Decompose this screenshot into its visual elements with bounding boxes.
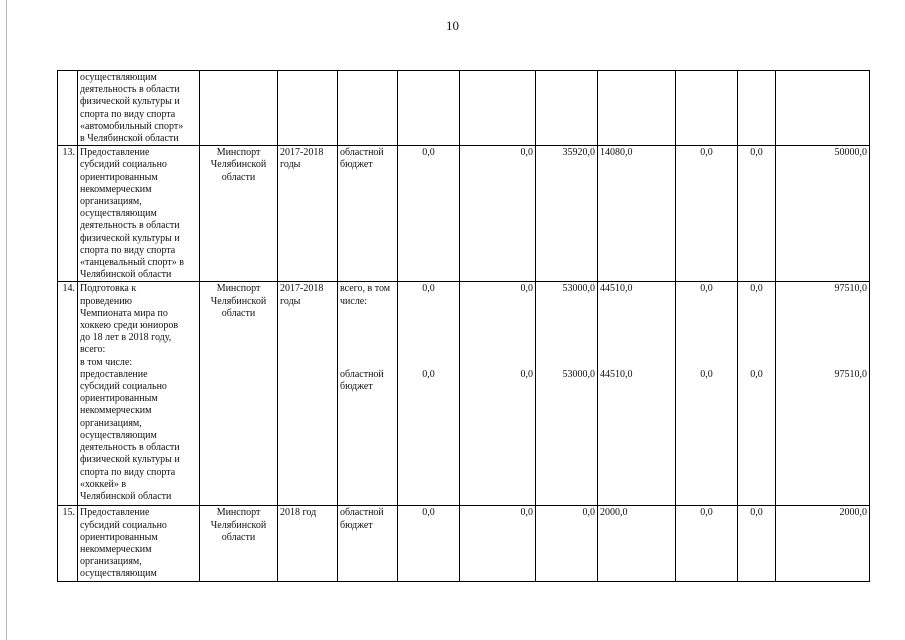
page-edge-line	[6, 0, 7, 640]
period	[278, 71, 338, 146]
funding-value-total: 0,0	[750, 283, 763, 295]
event-name-line: физической культуры и	[80, 232, 180, 244]
funding-value-sub: 0,0	[750, 368, 763, 380]
event-name-line: некоммерческим	[80, 544, 152, 556]
event-name-line: организациям,	[80, 196, 142, 208]
executor: Минспорт Челябинской области	[200, 282, 278, 506]
funding-value: 0,0	[738, 506, 776, 581]
page-number: 10	[446, 18, 459, 33]
row-number: 14.	[58, 282, 78, 506]
event-name-line: «хоккей» в	[80, 478, 127, 490]
event-name-line: предоставление	[80, 368, 148, 380]
event-name	[78, 282, 200, 506]
funding-value	[598, 282, 676, 506]
program-table	[57, 70, 870, 582]
funding-value: 0,0	[738, 146, 776, 282]
event-name-line: организациям,	[80, 556, 142, 568]
funding-source	[338, 71, 398, 146]
funding-value-sub: 53000,0	[562, 368, 595, 380]
table-row	[58, 506, 870, 581]
period: 2017-2018 годы	[278, 146, 338, 282]
table-row	[58, 71, 870, 146]
event-name-line: Предоставление	[80, 507, 150, 519]
funding-value	[598, 71, 676, 146]
event-name-line: в Челябинской области	[80, 133, 179, 145]
executor	[200, 71, 278, 146]
funding-value: 50000,0	[776, 146, 870, 282]
funding-value	[776, 71, 870, 146]
event-name-line: организациям,	[80, 417, 142, 429]
event-name-line: Челябинской области	[80, 269, 172, 281]
funding-value-sub: 0,0	[700, 368, 713, 380]
funding-value	[676, 282, 738, 506]
event-name-line: в том числе:	[80, 356, 133, 368]
funding-value	[676, 71, 738, 146]
funding-value-total: 0,0	[520, 283, 533, 295]
event-name-line: осуществляющим	[80, 568, 157, 580]
funding-value: 0,0	[460, 146, 536, 282]
event-name-line: всего:	[80, 344, 106, 356]
period: 2018 год	[278, 506, 338, 581]
event-name	[78, 506, 200, 581]
event-name-line: до 18 лет в 2018 году,	[80, 332, 172, 344]
funding-value	[460, 282, 536, 506]
row-number: 13.	[58, 146, 78, 282]
event-name-line: субсидий социально	[80, 519, 167, 531]
funding-value	[738, 282, 776, 506]
funding-value-total: 44510,0	[600, 283, 633, 295]
event-name-line: деятельность в области	[80, 442, 180, 454]
event-name-line: субсидий социально	[80, 381, 167, 393]
funding-value-total: 97510,0	[834, 283, 867, 295]
event-name-line: спорта по виду спорта	[80, 466, 176, 478]
event-name-line: осуществляющим	[80, 429, 157, 441]
event-name-line: деятельность в области	[80, 84, 180, 96]
funding-value: 0,0	[536, 506, 598, 581]
row-number	[58, 71, 78, 146]
funding-value	[536, 71, 598, 146]
event-name-line: проведению	[80, 295, 133, 307]
funding-value-total: 0,0	[700, 283, 713, 295]
funding-source-total: всего, в том числе:	[340, 283, 391, 307]
funding-value	[460, 71, 536, 146]
funding-source-sub: областной бюджет	[340, 368, 384, 393]
funding-value: 2000,0	[776, 506, 870, 581]
funding-value-sub: 97510,0	[834, 368, 867, 380]
funding-value: 35920,0	[536, 146, 598, 282]
executor: Минспорт Челябинской области	[200, 146, 278, 282]
funding-value: 0,0	[676, 146, 738, 282]
event-name-line: ориентированным	[80, 171, 158, 183]
funding-value-total: 53000,0	[562, 283, 595, 295]
event-name-line: Предоставление	[80, 147, 150, 159]
funding-value-sub: 0,0	[520, 368, 533, 380]
event-name-line: некоммерческим	[80, 405, 152, 417]
event-name-line: «танцевальный спорт» в	[80, 257, 184, 269]
event-name-line: Чемпионата мира по	[80, 307, 168, 319]
row-number: 15.	[58, 506, 78, 581]
funding-value	[398, 282, 460, 506]
event-name-line: ориентированным	[80, 531, 158, 543]
funding-value	[776, 282, 870, 506]
event-name-line: физической культуры и	[80, 96, 180, 108]
funding-value: 0,0	[460, 506, 536, 581]
table-row	[58, 146, 870, 282]
event-name-line: ориентированным	[80, 393, 158, 405]
period: 2017-2018 годы	[278, 282, 338, 506]
event-name-line: осуществляющим	[80, 72, 157, 83]
table-row	[58, 282, 870, 506]
event-name	[78, 146, 200, 282]
event-name-line: Челябинской области	[80, 490, 172, 502]
funding-value: 0,0	[398, 506, 460, 581]
event-name-line: физической культуры и	[80, 454, 180, 466]
event-name	[78, 71, 200, 146]
funding-value: 0,0	[676, 506, 738, 581]
event-name-line: спорта по виду спорта	[80, 244, 176, 256]
funding-value	[738, 71, 776, 146]
executor: Минспорт Челябинской области	[200, 506, 278, 581]
funding-value	[398, 71, 460, 146]
event-name-line: спорта по виду спорта	[80, 108, 176, 120]
funding-value: 0,0	[398, 146, 460, 282]
funding-value: 2000,0	[598, 506, 676, 581]
funding-source: областной бюджет	[338, 146, 398, 282]
funding-value: 14080,0	[598, 146, 676, 282]
funding-value-sub: 44510,0	[600, 368, 633, 380]
funding-value	[536, 282, 598, 506]
funding-value-sub: 0,0	[422, 368, 435, 380]
funding-value-total: 0,0	[422, 283, 435, 295]
event-name-line: Подготовка к	[80, 283, 137, 295]
event-name-line: деятельность в области	[80, 220, 180, 232]
event-name-line: «автомобильный спорт»	[80, 120, 184, 132]
event-name-line: некоммерческим	[80, 183, 152, 195]
funding-source: областной бюджет	[338, 506, 398, 581]
event-name-line: осуществляющим	[80, 208, 157, 220]
funding-source	[338, 282, 398, 506]
event-name-line: хоккею среди юниоров	[80, 320, 179, 332]
event-name-line: субсидий социально	[80, 159, 167, 171]
